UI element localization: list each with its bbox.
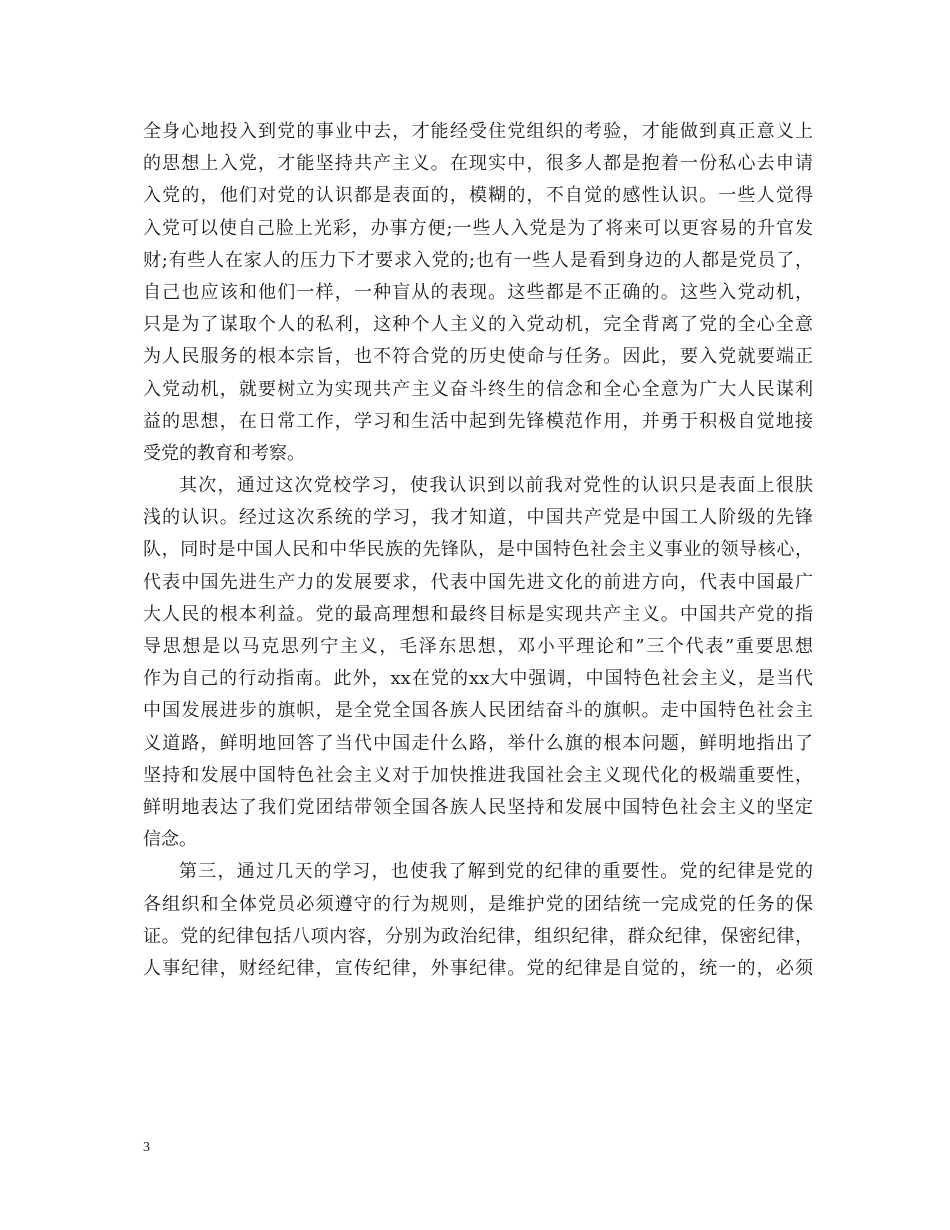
- body-text: [143, 116, 813, 985]
- text-line: 证。党的纪律包括八项内容，分别为政治纪律，组织纪律，群众纪律，保密纪律，: [143, 925, 813, 947]
- text-line: 鲜明地表达了我们党团结带领全国各族人民坚持和发展中国特色社会主义的坚定: [143, 796, 813, 818]
- text-line: 坚持和发展中国特色社会主义对于加快推进我国社会主义现代化的极端重要性，: [143, 764, 813, 786]
- text-line: 入党可以使自己脸上光彩，办事方便;一些人入党是为了将来可以更容易的升官发: [143, 217, 813, 239]
- text-line-paragraph-end: 受党的教育和考察。: [143, 442, 305, 464]
- text-line: 各组织和全体党员必须遵守的行为规则，是维护党的团结统一完成党的任务的保: [143, 893, 813, 915]
- text-line: 只是为了谋取个人的私利，这种个人主义的入党动机，完全背离了党的全心全意: [143, 314, 813, 336]
- text-line-paragraph-start: 第三，通过几天的学习，也使我了解到党的纪律的重要性。党的纪律是党的: [179, 861, 813, 883]
- text-line: 入党动机，就要树立为实现共产主义奋斗终生的信念和全心全意为广大人民谋利: [143, 378, 813, 400]
- text-line-paragraph-start: 其次，通过这次党校学习，使我认识到以前我对党性的认识只是表面上很肤: [179, 475, 813, 497]
- text-line-paragraph-end: 信念。: [143, 829, 197, 851]
- text-line: 浅的认识。经过这次系统的学习，我才知道，中国共产党是中国工人阶级的先锋: [143, 507, 813, 529]
- text-line: 自己也应该和他们一样，一种盲从的表现。这些都是不正确的。这些入党动机，: [143, 281, 813, 303]
- text-line: 全身心地投入到党的事业中去，才能经受住党组织的考验，才能做到真正意义上: [143, 121, 813, 142]
- text-line: 中国发展进步的旗帜，是全党全国各族人民团结奋斗的旗帜。走中国特色社会主: [143, 700, 813, 722]
- text-line: 的思想上入党，才能坚持共产主义。在现实中，很多人都是抱着一份私心去申请: [143, 153, 813, 175]
- text-line: 代表中国先进生产力的发展要求，代表中国先进文化的前进方向，代表中国最广: [143, 571, 813, 593]
- text-line: 人事纪律，财经纪律，宣传纪律，外事纪律。党的纪律是自觉的，统一的，必须: [143, 957, 813, 979]
- text-line: 队，同时是中国人民和中华民族的先锋队，是中国特色社会主义事业的领导核心，: [143, 539, 813, 561]
- text-line: 财;有些人在家人的压力下才要求入党的;也有一些人是看到身边的人都是党员了，: [143, 249, 813, 271]
- text-line: 义道路，鲜明地回答了当代中国走什么路，举什么旗的根本问题，鲜明地指出了: [143, 732, 813, 754]
- text-line: 作为自己的行动指南。此外，xx在党的xx大中强调，中国特色社会主义，是当代: [143, 668, 813, 690]
- page-number: 3: [143, 1140, 150, 1155]
- text-line: 大人民的根本利益。党的最高理想和最终目标是实现共产主义。中国共产党的指: [143, 603, 813, 625]
- text-line: 导思想是以马克思列宁主义，毛泽东思想，邓小平理论和”三个代表”重要思想: [143, 636, 813, 657]
- text-line: 益的思想，在日常工作，学习和生活中起到先锋模范作用，并勇于积极自觉地接: [143, 410, 813, 432]
- text-line: 为人民服务的根本宗旨，也不符合党的历史使命与任务。因此，要入党就要端正: [143, 346, 813, 368]
- text-line: 入党的，他们对党的认识都是表面的，模糊的，不自觉的感性认识。一些人觉得: [143, 185, 813, 207]
